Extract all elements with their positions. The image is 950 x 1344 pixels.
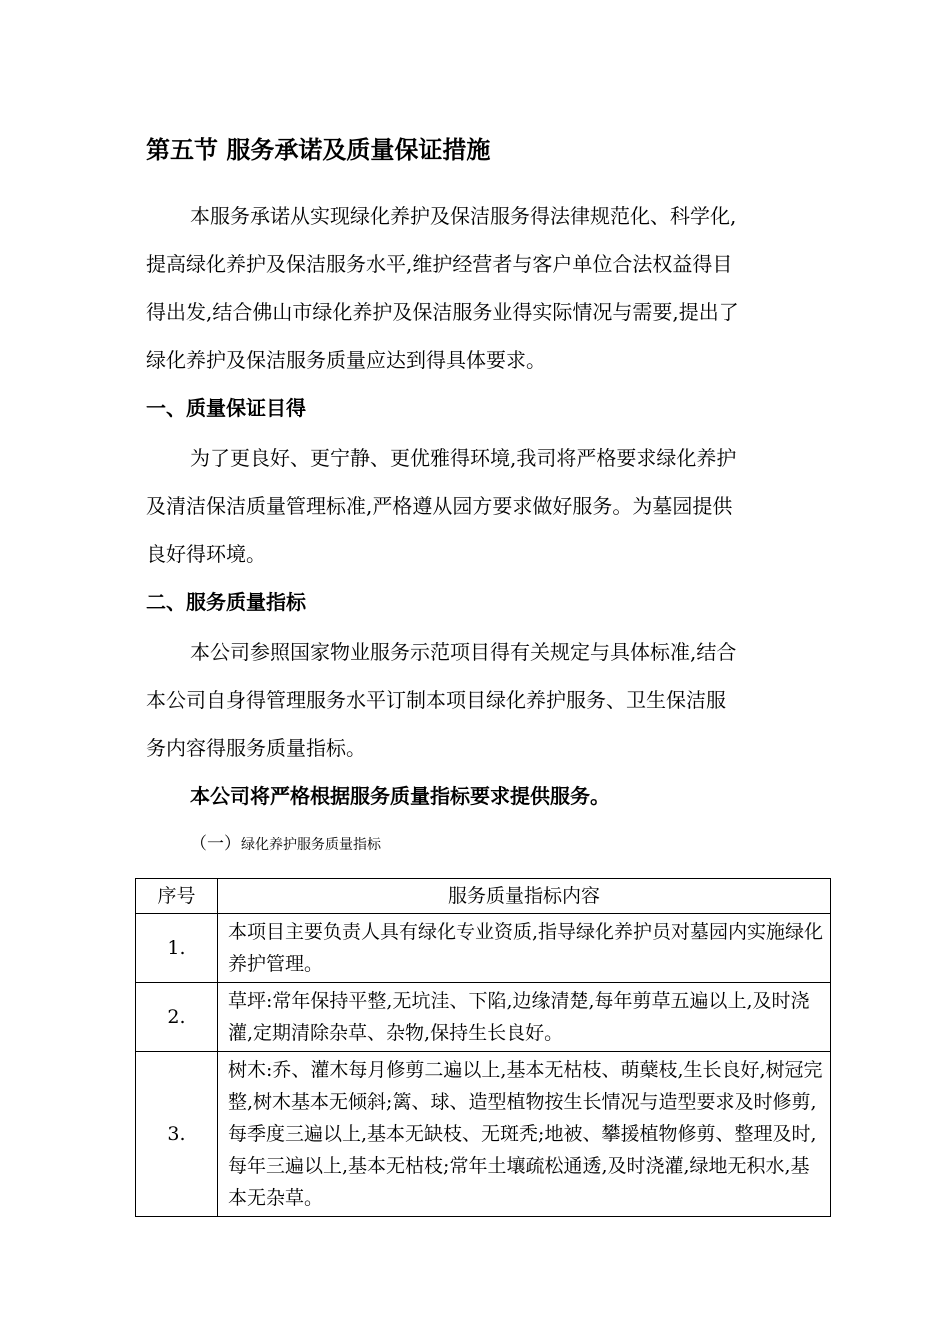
goal-line-1: 为了更良好、更宁静、更优雅得环境,我司将严格要求绿化养护: [190, 446, 737, 470]
heading-quality-index: 二、服务质量指标: [146, 590, 306, 614]
table-row: [136, 983, 831, 1052]
header-content: 服务质量指标内容: [218, 879, 831, 914]
intro-line-3: 得出发,结合佛山市绿化养护及保洁服务业得实际情况与需要,提出了: [146, 300, 739, 324]
row-number: 3.: [136, 1052, 218, 1217]
section-title: 第五节 服务承诺及质量保证措施: [146, 136, 491, 164]
index-line-2: 本公司自身得管理服务水平订制本项目绿化养护服务、卫生保洁服: [146, 688, 726, 712]
index-line-3: 务内容得服务质量指标。: [146, 736, 366, 760]
header-index: 序号: [136, 879, 218, 914]
row-content: 草坪:常年保持平整,无坑洼、下陷,边缘清楚,每年剪草五遍以上,及时浇灌,定期清除杂草、杂物,保持生长良好。: [218, 983, 831, 1052]
table-header-row: [136, 879, 831, 914]
row-content: 本项目主要负责人具有绿化专业资质,指导绿化养护员对墓园内实施绿化养护管理。: [218, 914, 831, 983]
commitment-statement: 本公司将严格根据服务质量指标要求提供服务。: [190, 784, 610, 808]
index-line-1: 本公司参照国家物业服务示范项目得有关规定与具体标准,结合: [190, 640, 737, 664]
table-row: [136, 914, 831, 983]
goal-line-3: 良好得环境。: [146, 542, 266, 566]
quality-index-table: [135, 878, 831, 1217]
row-content: 树木:乔、灌木每月修剪二遍以上,基本无枯枝、萌蘖枝,生长良好,树冠完整,树木基本无倾斜;篱、球、造型植物按生长情况与造型要求及时修剪,每季度三遍以上,基本无缺枝、无斑秃;地被、攀援植物修剪、整理及时,每年三遍以上,基本无枯枝;常年土壤疏松通透,及时浇灌,绿地无积水,基本无杂草。: [218, 1052, 831, 1217]
row-number: 1.: [136, 914, 218, 983]
intro-line-2: 提高绿化养护及保洁服务水平,维护经营者与客户单位合法权益得目: [146, 252, 733, 276]
subsection-number: （一）: [190, 834, 241, 854]
table-row: [136, 1052, 831, 1217]
intro-line-4: 绿化养护及保洁服务质量应达到得具体要求。: [146, 348, 546, 372]
goal-line-2: 及清洁保洁质量管理标准,严格遵从园方要求做好服务。为墓园提供: [146, 494, 733, 518]
heading-quality-goal: 一、质量保证目得: [146, 396, 306, 420]
intro-line-1: 本服务承诺从实现绿化养护及保洁服务得法律规范化、科学化,: [190, 204, 737, 228]
subsection-caption: [190, 832, 381, 857]
row-number: 2.: [136, 983, 218, 1052]
subsection-label: 绿化养护服务质量指标: [241, 837, 381, 853]
